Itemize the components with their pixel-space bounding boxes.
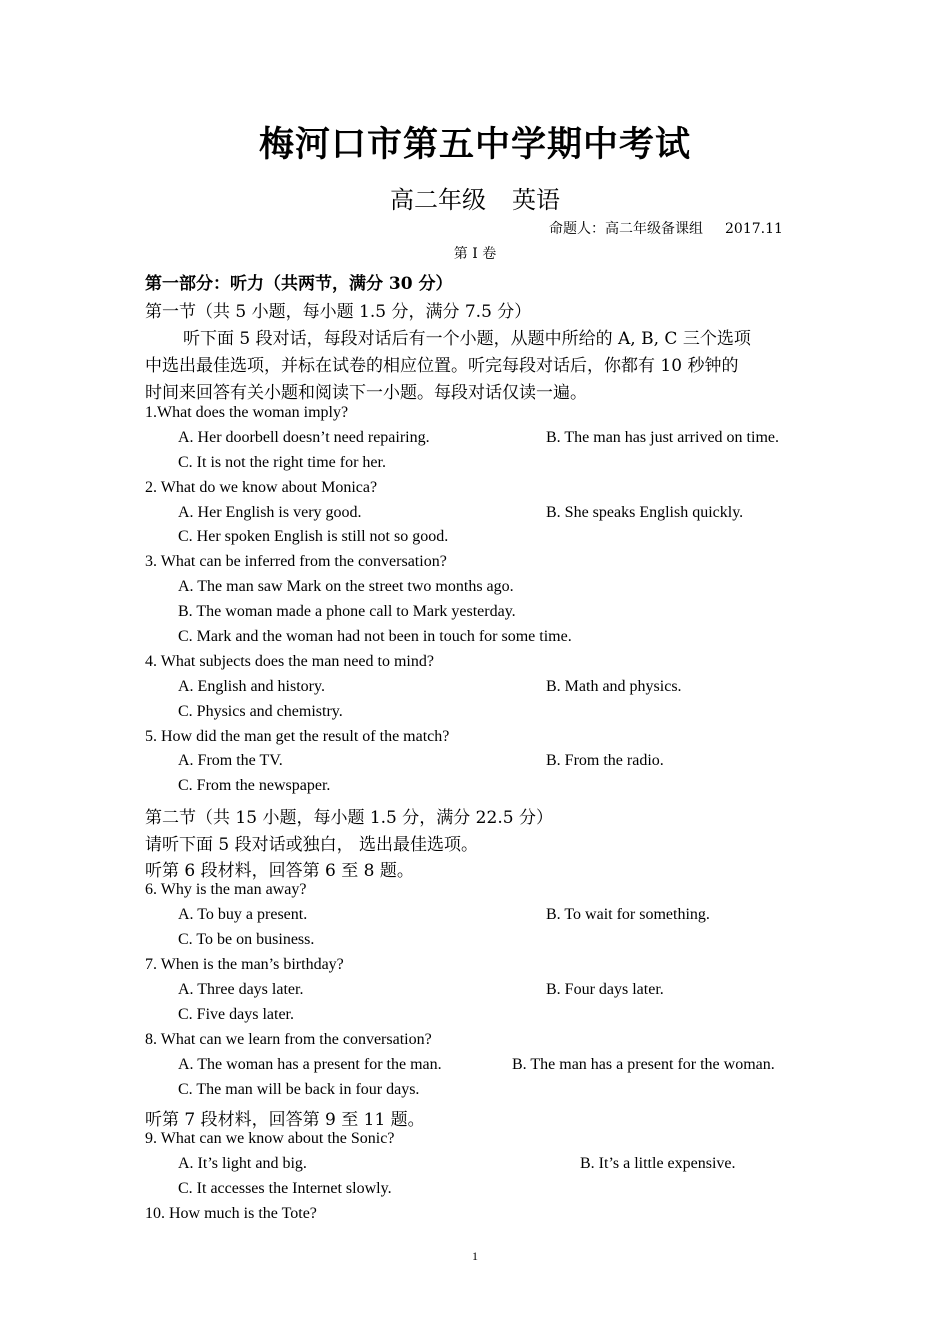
question-stem: 5. How did the man get the result of the match?: [145, 728, 450, 745]
option-b: B. The man has just arrived on time.: [546, 429, 779, 446]
exam-subtitle: [0, 180, 950, 215]
option-b: B. It’s a little expensive.: [580, 1155, 736, 1172]
instruction-line: 中选出最佳选项，并标在试卷的相应位置。听完每段对话后，你都有 10 秒钟的: [145, 356, 739, 376]
part1-heading: 第一部分：听力（共两节，满分 30 分）: [145, 274, 453, 294]
option-c: C. It accesses the Internet slowly.: [178, 1180, 392, 1197]
material-7-label: 听第 7 段材料，回答第 9 至 11 题。: [145, 1110, 425, 1130]
option-a: A. The woman has a present for the man.: [178, 1056, 442, 1073]
question-stem: 2. What do we know about Monica?: [145, 479, 378, 496]
option-b: B. The woman made a phone call to Mark yesterday.: [178, 603, 516, 620]
option-c: C. Her spoken English is still not so good.: [178, 528, 449, 545]
option-b: B. Four days later.: [546, 981, 664, 998]
question-stem: 9. What can we know about the Sonic?: [145, 1130, 395, 1147]
section2-instructions: 请听下面 5 段对话或独白， 选出最佳选项。: [145, 835, 479, 855]
option-a: A. Her doorbell doesn’t need repairing.: [178, 429, 430, 446]
question-stem: 4. What subjects does the man need to mind?: [145, 653, 434, 670]
page-number: 1: [472, 1249, 478, 1263]
exam-date: 2017.11: [725, 221, 783, 237]
option-a: A. Her English is very good.: [178, 504, 362, 521]
question-stem: 3. What can be inferred from the conversation?: [145, 553, 447, 570]
option-b: B. She speaks English quickly.: [546, 504, 744, 521]
section1-heading: 第一节（共 5 小题，每小题 1.5 分，满分 7.5 分）: [145, 302, 532, 322]
option-c: C. Five days later.: [178, 1006, 294, 1023]
author-line: [549, 218, 783, 238]
section2-heading: 第二节（共 15 小题，每小题 1.5 分，满分 22.5 分）: [145, 808, 553, 828]
volume-label: 第 I 卷: [453, 246, 497, 262]
exam-title: 梅河口市第五中学期中考试: [258, 124, 691, 165]
grade-label: 高二年级: [390, 186, 486, 214]
option-c: C. The man will be back in four days.: [178, 1081, 420, 1098]
option-c: C. From the newspaper.: [178, 777, 331, 794]
question-stem: 7. When is the man’s birthday?: [145, 956, 344, 973]
option-b: B. The man has a present for the woman.: [512, 1056, 775, 1073]
option-c: C. Physics and chemistry.: [178, 703, 343, 720]
option-a: A. English and history.: [178, 678, 325, 695]
option-a: A. From the TV.: [178, 752, 283, 769]
instruction-line: 时间来回答有关小题和阅读下一小题。每段对话仅读一遍。: [145, 383, 587, 403]
subject-label: 英语: [512, 186, 560, 214]
option-c: C. To be on business.: [178, 931, 315, 948]
option-c: C. Mark and the woman had not been in touch for some time.: [178, 628, 572, 645]
question-stem: 10. How much is the Tote?: [145, 1205, 317, 1222]
option-b: B. From the radio.: [546, 752, 664, 769]
question-stem: 1.What does the woman imply?: [145, 404, 349, 421]
option-a: A. To buy a present.: [178, 906, 308, 923]
option-b: B. Math and physics.: [546, 678, 682, 695]
question-stem: 6. Why is the man away?: [145, 881, 307, 898]
option-b: B. To wait for something.: [546, 906, 710, 923]
option-a: A. It’s light and big.: [178, 1155, 307, 1172]
question-stem: 8. What can we learn from the conversation?: [145, 1031, 432, 1048]
option-c: C. It is not the right time for her.: [178, 454, 386, 471]
option-a: A. The man saw Mark on the street two months ago.: [178, 578, 514, 595]
author: 命题人：高二年级备课组: [549, 221, 703, 237]
material-6-label: 听第 6 段材料，回答第 6 至 8 题。: [145, 861, 414, 881]
instruction-line: 听下面 5 段对话，每段对话后有一个小题，从题中所给的 A, B, C 三个选项: [183, 329, 751, 349]
option-a: A. Three days later.: [178, 981, 304, 998]
